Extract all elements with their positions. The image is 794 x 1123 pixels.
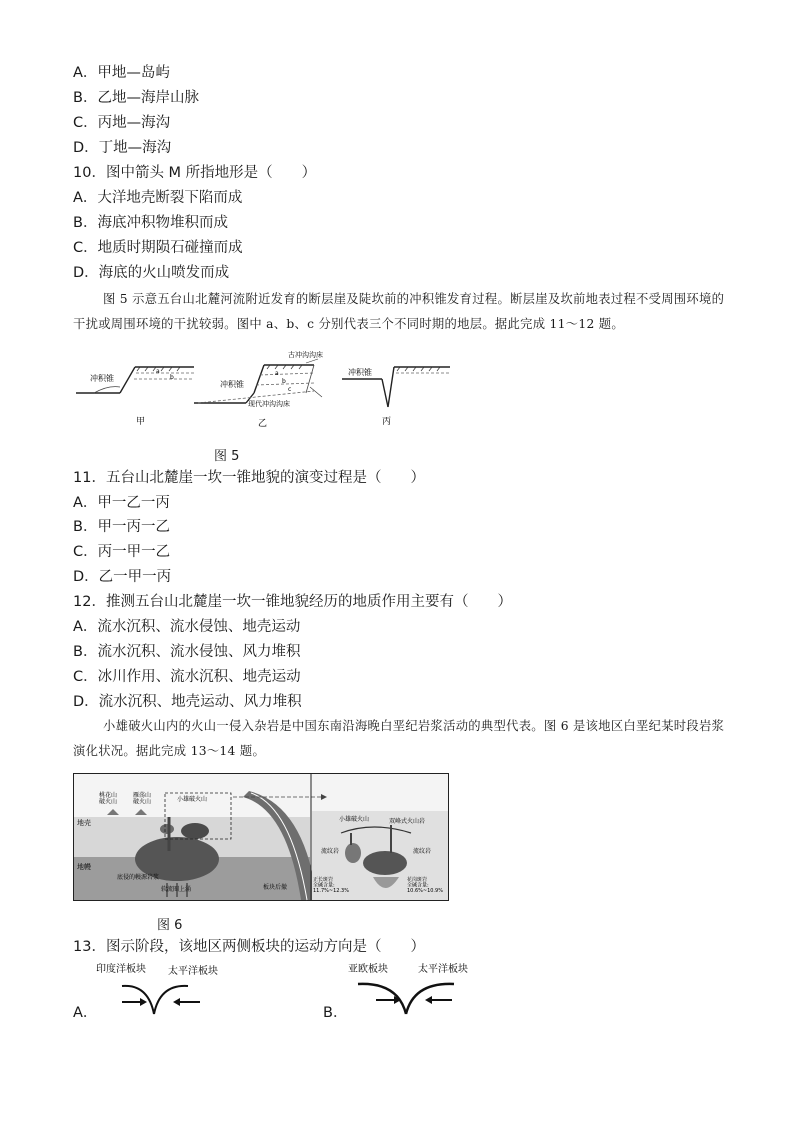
q12-option-b: B．流水沉积、流水侵蚀、风力堆积 <box>73 644 301 660</box>
figure5-layer-a-1: a <box>156 368 160 375</box>
figure5-alluvial-cone-label-3: 冲积锥 <box>348 368 372 377</box>
figure6-rhyolite-right-label: 流纹岩 <box>413 848 432 855</box>
passage-figure6: 小雄破火山内的火山一侵入杂岩是中国东南沿海晚白垩纪岩浆活动的典型代表。图 6 是该地区白垩纪某时段岩浆演化状况。据此完成 13～14 题。 <box>73 719 725 758</box>
q12-option-d: D．流水沉积、地壳运动、风力堆积 <box>73 694 302 710</box>
q11-option-b: B．甲一丙一乙 <box>73 519 170 535</box>
figure6-volcano1-label: 桃花山破火山 <box>99 792 118 806</box>
q12-stem: 12．推测五台山北麓崖一坎一锥地貌经历的地质作用主要有（ ） <box>73 594 512 610</box>
figure5-diagram <box>70 345 460 435</box>
q10-option-c: C．地质时期陨石碰撞而成 <box>73 240 243 256</box>
figure5-panel-label-yi: 乙 <box>258 419 268 429</box>
passage-figure5: 图 5 示意五台山北麓河流附近发育的断层崖及陡坎前的冲积锥发育过程。断层崖及坎前地表过程不受周围环境的干扰或周围环境的干扰较弱。图中 a、b、c 分别代表三个不同时期的地层。据此完成 11～12 题。 <box>73 292 725 331</box>
q9-option-a: A．甲地—岛屿 <box>73 65 170 81</box>
q10-option-b: B．海底冲积物堆积而成 <box>73 215 228 231</box>
q11-option-a: A．甲一乙一丙 <box>73 495 170 511</box>
q13-a-right-arrow-icon <box>140 998 147 1006</box>
figure5-layer-b-2: b <box>282 378 286 385</box>
figure5-panel-yi <box>194 350 323 429</box>
figure6-mantle-label: 地幔 <box>77 863 91 871</box>
figure6-volcano2-label: 雁荡山破火山 <box>133 792 152 806</box>
q10-option-a: A．大洋地壳断裂下陷而成 <box>73 190 243 206</box>
figure6-volcano3-label: 小雄破火山 <box>177 796 208 803</box>
q12-option-c: C．冰川作用、流水沉积、地壳运动 <box>73 669 301 685</box>
figure5-layer-b-1: b <box>170 374 174 381</box>
q11-option-c: C．丙一甲一乙 <box>73 544 171 560</box>
figure5-panel-bing <box>342 367 450 427</box>
figure5-alluvial-cone-label-1: 冲积锥 <box>90 374 114 383</box>
figure6-caption: 图 6 <box>157 918 183 933</box>
q10-option-d: D．海底的火山喷发而成 <box>73 265 230 281</box>
figure5-caption: 图 5 <box>214 449 240 464</box>
figure6-crust-label: 地壳 <box>77 819 91 827</box>
figure5-layer-a-2: a <box>275 370 279 377</box>
q13-b-left-plate: 亚欧板块 <box>348 964 388 975</box>
q13-a-right-plate: 太平洋板块 <box>168 966 218 977</box>
q13-a-left-plate: 印度洋板块 <box>96 964 146 975</box>
q13-option-b-diagram <box>340 960 480 1018</box>
figure6-diagram <box>73 773 449 901</box>
figure5-modern-bed-label: 现代冲沟沟床 <box>248 400 290 408</box>
figure6-bimodal-label: 双峰式火山岩 <box>389 818 426 825</box>
figure6-asthenosphere-label: 软流圈上涌 <box>161 886 192 893</box>
q11-stem: 11．五台山北麓崖一坎一锥地貌的演变过程是（ ） <box>73 470 425 486</box>
figure5-panel-jia <box>76 367 194 427</box>
figure5-layer-c-2: c <box>288 386 292 393</box>
q9-option-d: D．丁地—海沟 <box>73 140 172 156</box>
q13-option-a-diagram <box>92 960 232 1018</box>
q12-option-a: A．流水沉积、流水侵蚀、地壳运动 <box>73 619 301 635</box>
figure6-rhyolite-left-label: 流纹岩 <box>321 848 340 855</box>
q13-b-left-arrow-icon <box>425 996 432 1004</box>
q9-option-c: C．丙地—海沟 <box>73 115 171 131</box>
figure6-syenite-label: 正长斑岩全碱含量: 11.7%~12.3% <box>313 877 349 894</box>
figure6-small-volcano-label: 小雄破火山 <box>339 816 370 823</box>
q13-stem: 13．图示阶段，该地区两侧板块的运动方向是（ ） <box>73 939 425 955</box>
figure6-eroded-label: 底侵的幔源岩浆 <box>117 874 160 881</box>
figure6-granite-label: 花岗斑岩全碱含量: 10.6%~10.9% <box>407 877 443 894</box>
q13-option-b-label: B． <box>323 1005 348 1021</box>
q13-b-right-plate: 太平洋板块 <box>418 964 468 975</box>
q13-a-left-arrow-icon <box>173 998 180 1006</box>
q10-stem: 10．图中箭头 M 所指地形是（ ） <box>73 165 317 181</box>
figure5-alluvial-cone-label-2: 冲积锥 <box>220 380 244 389</box>
figure6-plate-retreat-label: 板块后撤 <box>263 884 288 891</box>
q9-option-b: B．乙地—海岸山脉 <box>73 90 199 106</box>
figure5-panel-label-bing: 丙 <box>382 417 392 427</box>
figure5-panel-label-jia: 甲 <box>136 417 146 427</box>
figure5-ancient-bed-label: 古冲沟沟床 <box>288 351 323 359</box>
q11-option-d: D．乙一甲一丙 <box>73 569 172 585</box>
q13-option-a-label: A． <box>73 1005 98 1021</box>
